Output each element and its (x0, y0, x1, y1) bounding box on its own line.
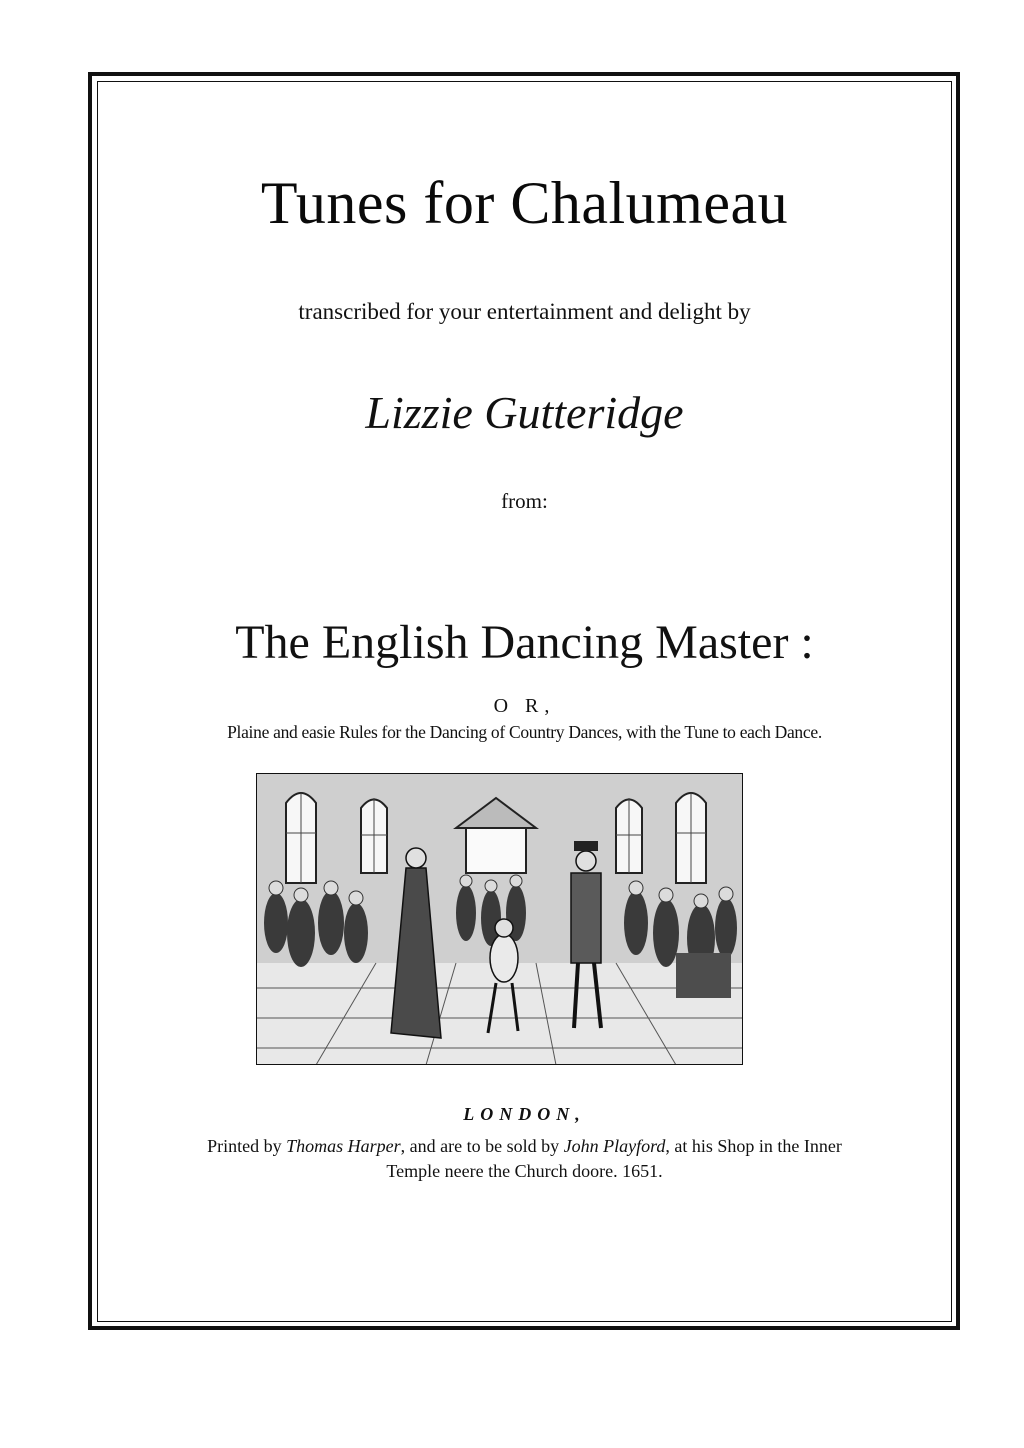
imprint-seller: John Playford (563, 1136, 666, 1156)
author-name: Lizzie Gutteridge (365, 387, 684, 438)
imprint-printer: Thomas Harper (286, 1136, 401, 1156)
imprint-shop: , at his Shop in the Inner (665, 1136, 842, 1156)
title-page (97, 81, 952, 1322)
imprint-line-1 (97, 1136, 952, 1157)
imprint-sold-by: , and are to be sold by (400, 1136, 564, 1156)
from-label: from: (501, 489, 548, 513)
imprint-line-2: Temple neere the Church doore. 1651. (386, 1161, 663, 1181)
imprint-city: LONDON, (463, 1104, 586, 1124)
book-title: The English Dancing Master : (235, 616, 814, 669)
dance-engraving (256, 773, 743, 1065)
book-or: O R, (493, 695, 556, 717)
imprint-printed-by: Printed by (207, 1136, 287, 1156)
document-title: Tunes for Chalumeau (260, 170, 789, 236)
book-subtitle: Plaine and easie Rules for the Dancing of Country Dances, with the Tune to each Dance. (227, 722, 822, 742)
document-subtitle: transcribed for your entertainment and delight by (298, 299, 751, 324)
